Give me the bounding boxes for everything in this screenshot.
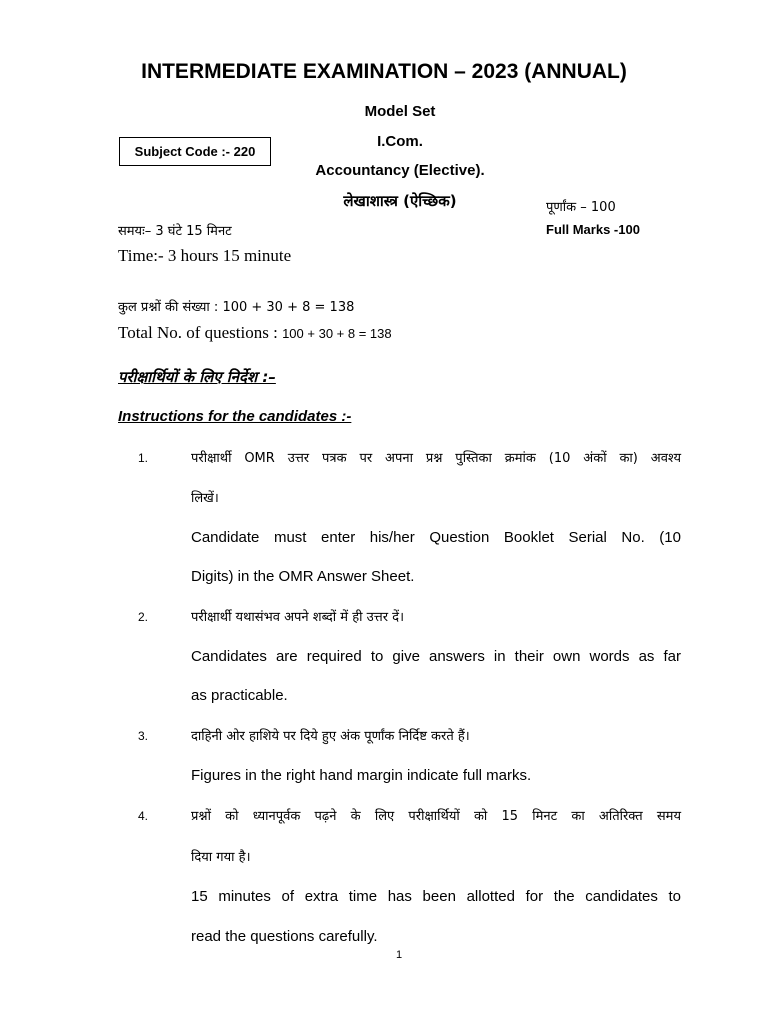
instruction-4-hindi-line2: दिया गया है। — [191, 850, 251, 865]
instruction-1-english-line1: Candidate must enter his/her Question Booklet Serial No. (10 — [191, 529, 681, 546]
instructions-heading-hindi: परीक्षार्थियों के लिए निर्देश :– — [118, 368, 276, 386]
total-questions-label: Total No. of questions : — [118, 323, 283, 342]
time-english: Time:- 3 hours 15 minute — [118, 246, 292, 265]
instruction-4-english-line1: 15 minutes of extra time has been allotted for the candidates to — [191, 888, 681, 905]
full-marks-hindi: पूर्णांक – 100 — [546, 200, 616, 215]
instruction-4-english-line2: read the questions carefully. — [191, 928, 378, 945]
instruction-2-number: 2. — [138, 610, 149, 624]
instruction-4-number: 4. — [138, 809, 149, 823]
subject-hindi: लेखाशास्त्र (ऐच्छिक) — [343, 192, 457, 210]
subject-english: Accountancy (Elective). — [315, 162, 485, 179]
instruction-4-hindi-line1: प्रश्नों को ध्यानपूर्वक पढ़ने के लिए परीक्षार्थियों को 15 मिनट का अतिरिक्त समय — [191, 809, 681, 824]
page-number: 1 — [395, 949, 403, 961]
subject-code-box — [119, 137, 271, 166]
instruction-1-hindi-line1: परीक्षार्थी OMR उत्तर पत्रक पर अपना प्रश्न पुस्तिका क्रमांक (10 अंकों का) अवश्य — [191, 451, 681, 466]
total-questions-hindi: कुल प्रश्नों की संख्या : 100 + 30 + 8 = 138 — [118, 300, 355, 315]
course-label: I.Com. — [377, 133, 423, 150]
exam-title: INTERMEDIATE EXAMINATION – 2023 (ANNUAL) — [141, 60, 627, 83]
instruction-3-hindi-line1: दाहिनी ओर हाशिये पर दिये हुए अंक पूर्णांक निर्दिष्ट करते हैं। — [191, 729, 470, 744]
time-hindi: समयः– 3 घंटे 15 मिनट — [118, 224, 232, 239]
total-questions-english — [118, 323, 392, 343]
instructions-heading-english: Instructions for the candidates :- — [118, 408, 352, 425]
instruction-2-english-line1: Candidates are required to give answers in their own words as far — [191, 648, 681, 665]
instruction-1-hindi-line2: लिखें। — [191, 491, 219, 506]
subject-code: Subject Code :- 220 — [134, 144, 256, 159]
model-set-label: Model Set — [364, 103, 436, 120]
instruction-2-english-line2: as practicable. — [191, 687, 288, 704]
total-questions-count: 100 + 30 + 8 = 138 — [282, 326, 392, 341]
instruction-3-english-line1: Figures in the right hand margin indicate full marks. — [191, 767, 532, 784]
full-marks-english: Full Marks -100 — [546, 222, 640, 237]
instruction-2-hindi-line1: परीक्षार्थी यथासंभव अपने शब्दों में ही उत्तर दें। — [191, 610, 404, 625]
instruction-3-number: 3. — [138, 729, 149, 743]
instruction-1-english-line2: Digits) in the OMR Answer Sheet. — [191, 568, 415, 585]
instruction-1-number: 1. — [138, 451, 149, 465]
